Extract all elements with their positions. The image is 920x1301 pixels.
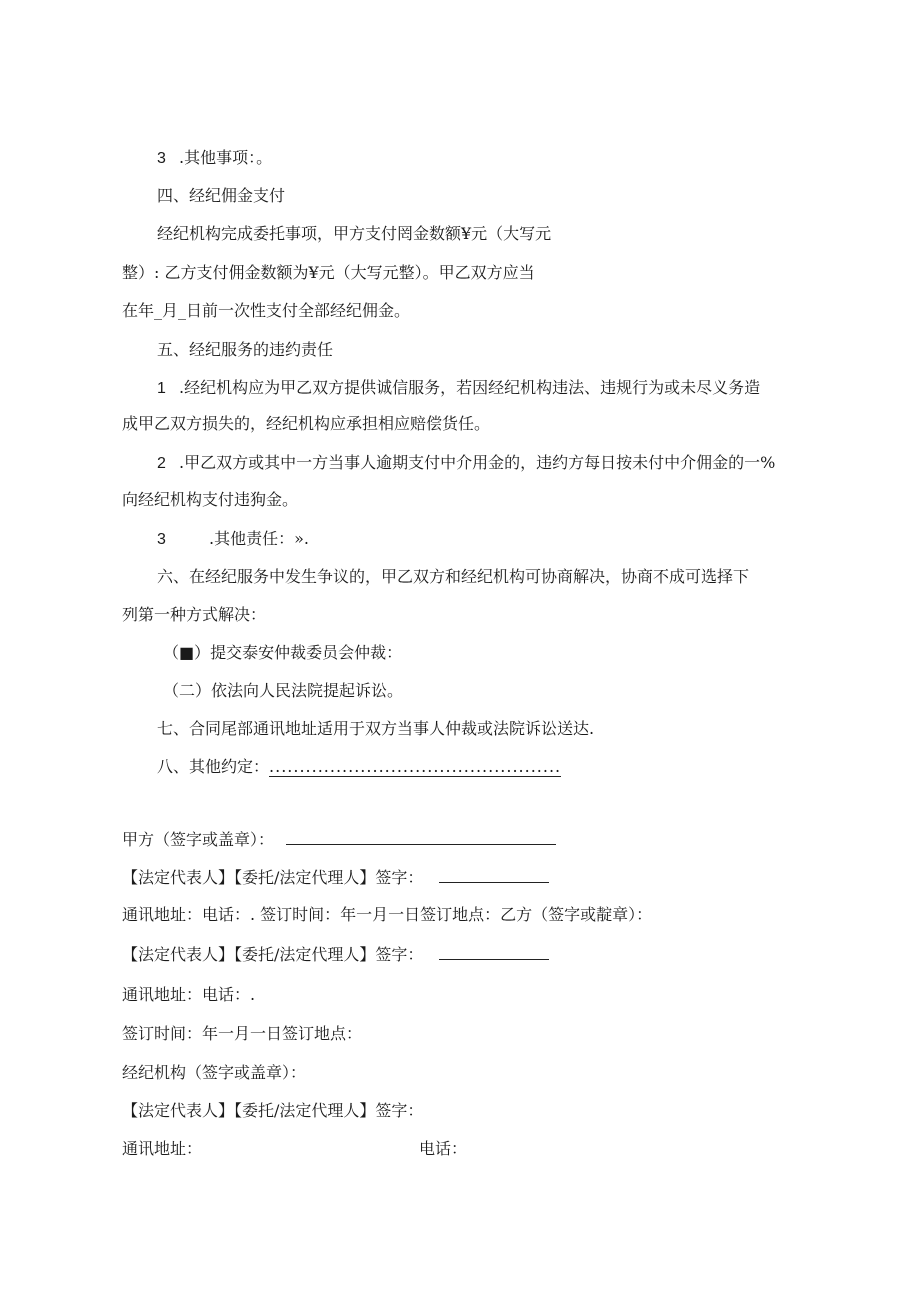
rep-c-signature-label: 【法定代表人】【委托/法定代理人】签字： (122, 1101, 424, 1120)
rep-a-signature-blank[interactable] (439, 868, 549, 883)
heading-8-other-agreements (157, 757, 561, 777)
heading-5-breach-liability: 五、经纪服务的违约责任 (157, 340, 334, 359)
heading-6-dispute-line-1: 六、在经纪服务中发生争议的，甲乙双方和经纪机构可协商解决，协商不成可选择下 (157, 567, 750, 586)
item-text: .其他事项：。 (179, 148, 273, 167)
item-text: .经纪机构应为甲乙双方提供诚信服务，若因经纪机构违法、违规行为或未尽义务造 (179, 378, 761, 397)
payment-line-2: 整）: 乙方支付佣金数额为¥元（大写元整）。甲乙双方应当 (122, 263, 535, 282)
item-2-line-2: 向经纪机构支付违狗金。 (122, 490, 299, 509)
contact-b: 通讯地址：电话：. (122, 985, 256, 1004)
other-agreements-label: 八、其他约定： (157, 757, 270, 776)
contact-a-and-party-b: 通讯地址：电话：. 签订时间：年一月一日签订地点：乙方（签字或靛章）： (122, 905, 653, 924)
heading-4-commission-payment: 四、经纪佣金支付 (157, 186, 286, 205)
party-a-signature-row (122, 830, 556, 850)
rep-a-signature-row (122, 868, 549, 888)
item-text: .甲乙双方或其中一方当事人逾期支付中介用金的，违约方每日按未付中介佣金的一% (179, 453, 776, 472)
item-number: 3 (157, 531, 166, 548)
item-1-line-1 (157, 378, 760, 399)
agency-signature-label: 经纪机构（签字或盖章）： (122, 1063, 307, 1082)
payment-line-1: 经纪机构完成委托事项，甲方支付罔金数额¥元（大写元 (157, 224, 552, 243)
item-3-other-matters (157, 148, 272, 169)
item-2-line-1 (157, 453, 775, 474)
agency-address-label: 通讯地址： (122, 1139, 203, 1158)
time-b: 签订时间：年一月一日签订地点： (122, 1024, 363, 1043)
item-number: 2 (157, 455, 166, 472)
heading-6-dispute-line-2: 列第一种方式解决： (122, 605, 267, 624)
party-a-signature-blank[interactable] (286, 830, 556, 845)
party-a-label: 甲方（签字或盖章）： (122, 830, 275, 849)
rep-b-label: 【法定代表人】【委托/法定代理人】签字： (122, 945, 424, 964)
rep-b-signature-row (122, 945, 549, 965)
dispute-option-arbitration: （■）提交泰安仲裁委员会仲裁： (163, 643, 403, 662)
item-1-line-2: 成甲乙双方损失的，经纪机构应承担相应赔偿货任。 (122, 414, 491, 433)
item-3-other-liability (157, 529, 309, 550)
item-text: .其他责任：». (209, 529, 309, 548)
rep-b-signature-blank[interactable] (439, 945, 549, 960)
dispute-option-litigation: （二）依法向人民法院提起诉讼。 (163, 681, 404, 700)
rep-a-label: 【法定代表人】【委托/法定代理人】签字： (122, 868, 424, 887)
heading-7-service-address: 七、合同尾部通讯地址适用于双方当事人仲裁或法院诉讼送达. (157, 719, 595, 738)
payment-line-3: 在年_月_日前一次性支付全部经纪佣金。 (122, 301, 411, 320)
item-number: 3 (157, 150, 166, 167)
item-number: 1 (157, 380, 166, 397)
agency-phone-label: 电话： (419, 1139, 468, 1158)
other-agreements-dotted-line: ................................................ (269, 757, 562, 776)
